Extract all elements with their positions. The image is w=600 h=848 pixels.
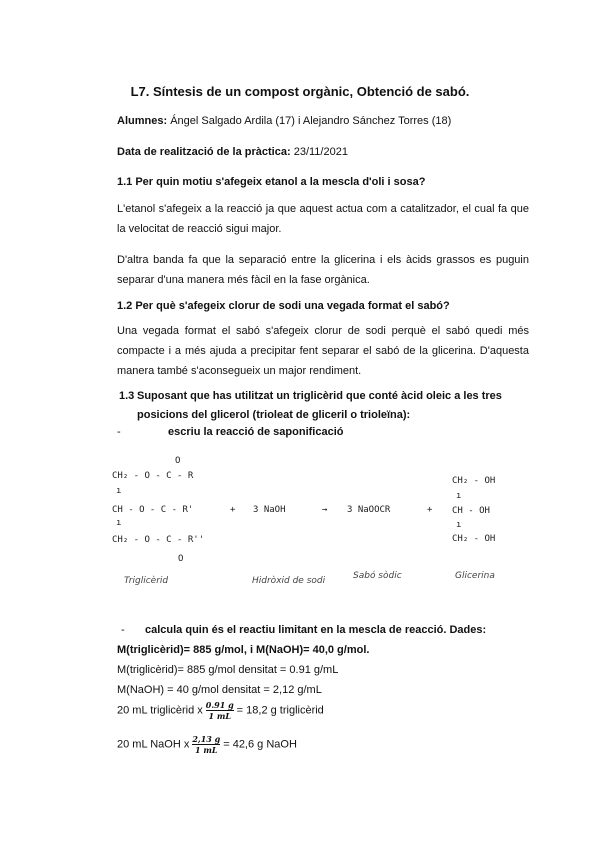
saponification-reaction-drawing — [100, 445, 550, 595]
students: Ángel Salgado Ardila (17) i Alejandro Sánchez Torres (18) — [170, 115, 452, 127]
bullet-dash: - — [121, 624, 125, 636]
q2-paragraph-1: Una vegada format el sabó s'afegeix clorur de sodi perquè el sabó quedi més compacte i a més ajuda a precipitar fent separar el sabó de la glicerina. D'aquesta manera també s'aconsegueix un major rendiment. — [117, 325, 529, 377]
calc-triglyceride: 20 mL triglicèrid x $\frac{0.91 g}{1 mL}$ = 18,2 g triglicèrid — [117, 700, 324, 721]
document-title: L7. Síntesis de un compost orgànic, Obtenció de sabó. — [130, 84, 470, 99]
plus: + — [230, 505, 236, 515]
students-line — [117, 115, 451, 127]
date: 23/11/2021 — [293, 146, 348, 158]
q3-heading — [119, 387, 519, 425]
calc-naoh: 20 mL NaOH x $\frac{2,13 g}{1 mL}$ = 42,6 g NaOH — [117, 734, 297, 755]
arrow: → — [322, 505, 328, 515]
date-line — [117, 146, 348, 158]
svg-text:ı: ı — [456, 491, 462, 501]
svg-text:ı: ı — [116, 518, 122, 528]
tri-line-3: CH₂ - O - C - R'' — [112, 535, 205, 545]
q3-heading-text: Suposant que has utilitzat un triglicèrid que conté àcid oleic a les tres posicions del glicerol (trioleat de gliceril o trioleïna): — [137, 390, 502, 421]
carbonyl-o: O — [178, 554, 184, 564]
gly-line-2: CH - OH — [452, 506, 490, 516]
q2-heading: 1.2 Per què s'afegeix clorur de sodi una vegada format el sabó? — [117, 300, 450, 312]
label-glycerin: Glicerina — [455, 571, 495, 581]
q1-heading: 1.1 Per quin motiu s'afegeix etanol a la mescla d'oli i sosa? — [117, 176, 426, 188]
triglyceride-data: M(triglicèrid)= 885 g/mol densitat = 0.91 g/mL — [117, 664, 339, 676]
q3-number: 1.3 — [119, 390, 135, 402]
svg-text:ı: ı — [456, 520, 462, 530]
date-label: Data de realització de la pràctica: — [117, 146, 291, 158]
naoh: 3 NaOH — [253, 505, 286, 515]
data-line: M(triglicèrid)= 885 g/mol, i M(NaOH)= 40,0 g/mol. — [117, 644, 370, 656]
naoh-data: M(NaOH) = 40 g/mol densitat = 2,12 g/mL — [117, 684, 322, 696]
label-naoh: Hidròxid de sodi — [252, 576, 326, 586]
tri-line-2: CH - O - C - R' — [112, 505, 194, 515]
gly-line-3: CH₂ - OH — [452, 534, 496, 544]
svg-text:ı: ı — [116, 486, 122, 496]
soap: 3 NaOOCR — [347, 505, 391, 515]
bullet-2: calcula quin és el reactiu limitant en la mescla de reacció. Dades: — [145, 624, 487, 636]
q1-paragraph-1: L'etanol s'afegeix a la reacció ja que aquest actua com a catalitzador, el cual fa que la velocitat de reacció sigui major. — [117, 203, 529, 235]
students-label: Alumnes: — [117, 115, 168, 127]
gly-line-1: CH₂ - OH — [452, 476, 496, 486]
label-triglyceride: Triglicèrid — [124, 576, 169, 586]
carbonyl-o: O — [175, 456, 181, 466]
tri-line-1: CH₂ - O - C - R — [112, 471, 194, 481]
plus: + — [427, 505, 433, 515]
bullet-1: escriu la reacció de saponificació — [168, 426, 344, 438]
label-soap: Sabó sòdic — [353, 571, 402, 581]
q1-paragraph-2: D'altra banda fa que la separació entre la glicerina i els àcids grassos es puguin separar d'una manera més fàcil en la fase orgànica. — [117, 254, 529, 286]
bullet-dash: - — [117, 426, 121, 438]
